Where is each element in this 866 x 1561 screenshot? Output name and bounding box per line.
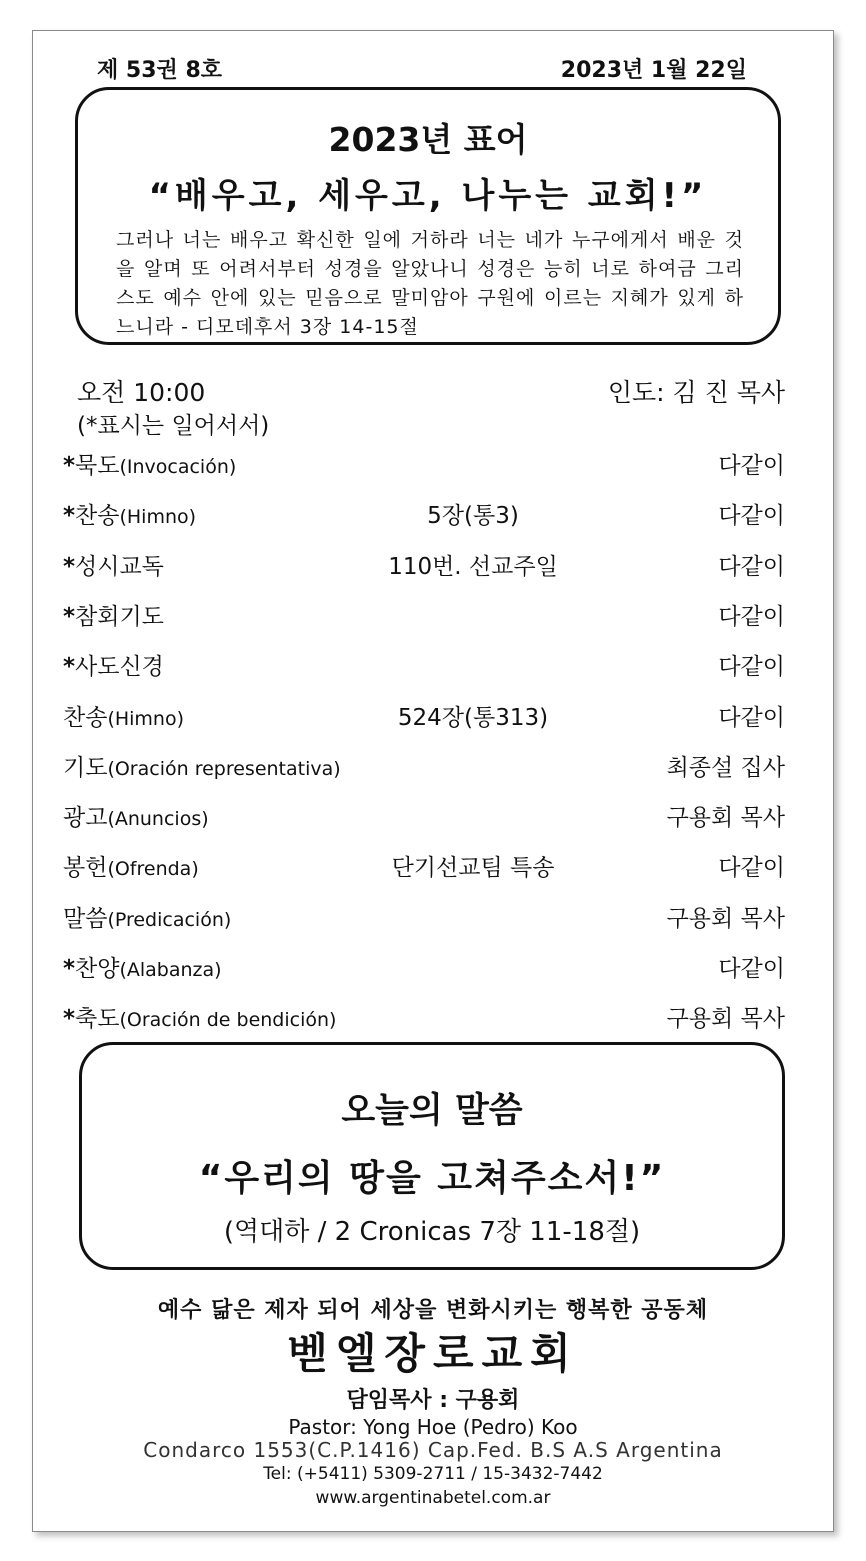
worship-item-leader: 최종설 집사 xyxy=(666,755,785,781)
senior-pastor-english: Pastor: Yong Hoe (Pedro) Koo xyxy=(288,1415,578,1439)
worship-item-name: 성시교독 xyxy=(75,554,164,580)
worship-item-leader: 구용회 목사 xyxy=(666,1006,785,1032)
church-address: Condarco 1553(C.P.1416) Cap.Fed. B.S A.S Argentina xyxy=(143,1438,723,1462)
service-time: 오전 10:00 xyxy=(77,378,206,407)
worship-item xyxy=(63,648,785,684)
worship-item-spanish: (Anuncios) xyxy=(107,808,209,830)
worship-item-name: 찬송 xyxy=(63,705,108,731)
worship-item-spanish: (Invocación) xyxy=(119,456,237,478)
worship-item xyxy=(63,699,785,735)
church-website[interactable]: www.argentinabetel.com.ar xyxy=(315,1488,551,1508)
bulletin-date: 2023년 1월 22일 xyxy=(560,58,747,83)
worship-item xyxy=(63,497,785,533)
worship-item xyxy=(63,900,785,936)
standing-marker: * xyxy=(63,1006,76,1032)
worship-item-name: 봉헌 xyxy=(63,855,108,881)
worship-item-title xyxy=(63,749,341,782)
worship-item xyxy=(63,849,785,885)
sermon-title: “우리의 땅을 고쳐주소서!” xyxy=(198,1158,666,1199)
worship-item-leader: 구용회 목사 xyxy=(666,805,785,831)
worship-item-leader: 다같이 xyxy=(718,503,785,529)
worship-item-name: 말씀 xyxy=(63,906,108,932)
standing-note: (*표시는 일어서서) xyxy=(77,413,270,439)
worship-item-name: 축도 xyxy=(75,1006,120,1032)
worship-item-title xyxy=(63,950,222,983)
worship-item-leader: 다같이 xyxy=(718,453,785,479)
motto-slogan: “배우고, 세우고, 나누는 교회!” xyxy=(148,176,708,216)
standing-marker: * xyxy=(63,956,76,982)
worship-item-title xyxy=(63,799,209,832)
worship-item xyxy=(63,799,785,835)
worship-item-name: 참회기도 xyxy=(75,604,164,630)
sermon-heading: 오늘의 말씀 xyxy=(341,1091,523,1131)
bulletin-page xyxy=(32,30,834,1532)
motto-title: 2023년 표어 xyxy=(328,120,528,159)
worship-item-leader: 다같이 xyxy=(718,956,785,982)
worship-item-leader: 다같이 xyxy=(718,554,785,580)
service-leader: 인도: 김 진 목사 xyxy=(607,378,785,407)
worship-item-title xyxy=(63,497,196,530)
church-phone: Tel: (+5411) 5309-2711 / 15-3432-7442 xyxy=(263,1464,603,1484)
worship-item-spanish: (Himno) xyxy=(107,708,185,730)
worship-item-name: 기도 xyxy=(63,755,108,781)
worship-item-spanish: (Alabanza) xyxy=(119,959,222,981)
worship-item-title xyxy=(63,1000,336,1033)
worship-item-name: 사도신경 xyxy=(75,654,164,680)
worship-item-spanish: (Oración de bendición) xyxy=(119,1009,337,1031)
worship-item-spanish: (Ofrenda) xyxy=(107,858,199,880)
worship-item-leader: 다같이 xyxy=(718,855,785,881)
worship-item-detail: 5장(통3) xyxy=(427,503,519,529)
sermon-reference: (역대하 / 2 Cronicas 7장 11-18절) xyxy=(223,1217,641,1247)
worship-item xyxy=(63,447,785,483)
worship-item-name: 묵도 xyxy=(75,453,120,479)
worship-item-detail: 524장(통313) xyxy=(397,705,549,731)
standing-marker: * xyxy=(63,554,76,580)
standing-marker: * xyxy=(63,503,76,529)
worship-item-title xyxy=(63,598,164,631)
worship-item-title xyxy=(63,648,164,681)
worship-item xyxy=(63,1000,785,1036)
standing-marker: * xyxy=(63,453,76,479)
worship-item-title xyxy=(63,447,236,480)
worship-item-title xyxy=(63,849,199,882)
standing-marker: * xyxy=(63,654,76,680)
worship-item-title xyxy=(63,699,184,732)
worship-item xyxy=(63,598,785,634)
worship-item xyxy=(63,548,785,584)
year-motto-box xyxy=(75,87,781,345)
worship-item-name: 찬송 xyxy=(75,503,120,529)
worship-item-spanish: (Predicación) xyxy=(107,909,232,931)
worship-item-title xyxy=(63,548,164,581)
worship-item-spanish: (Himno) xyxy=(119,506,197,528)
worship-item-leader: 구용회 목사 xyxy=(666,906,785,932)
worship-item-leader: 다같이 xyxy=(718,705,785,731)
worship-item xyxy=(63,749,785,785)
issue-number: 제 53권 8호 xyxy=(97,58,222,83)
worship-item-leader: 다같이 xyxy=(718,654,785,680)
worship-item xyxy=(63,950,785,986)
senior-pastor-korean: 담임목사 : 구용회 xyxy=(346,1388,520,1413)
worship-item-title xyxy=(63,900,231,933)
worship-item-spanish: (Oración representativa) xyxy=(107,758,341,780)
worship-item-name: 찬양 xyxy=(75,956,120,982)
worship-item-detail: 110번. 선교주일 xyxy=(388,554,558,580)
motto-verse: 그러나 너는 배우고 확신한 일에 거하라 너는 네가 누구에게서 배운 것을 알며 또 어려서부터 성경을 알았나니 성경은 능히 너로 하여금 그리스도 예수 안에 있는 믿음으로 말미암아 구원에 이르는 지혜가 있게 하느니라 - 디모데후서 3장 14-15절 xyxy=(116,229,744,338)
church-vision: 예수 닮은 제자 되어 세상을 변화시키는 행복한 공동체 xyxy=(157,1298,709,1323)
church-name: 벧엘장로교회 xyxy=(287,1329,579,1378)
standing-marker: * xyxy=(63,604,76,630)
worship-item-name: 광고 xyxy=(63,805,108,831)
worship-item-leader: 다같이 xyxy=(718,604,785,630)
worship-item-detail: 단기선교팀 특송 xyxy=(391,855,555,881)
sermon-box xyxy=(79,1042,785,1270)
